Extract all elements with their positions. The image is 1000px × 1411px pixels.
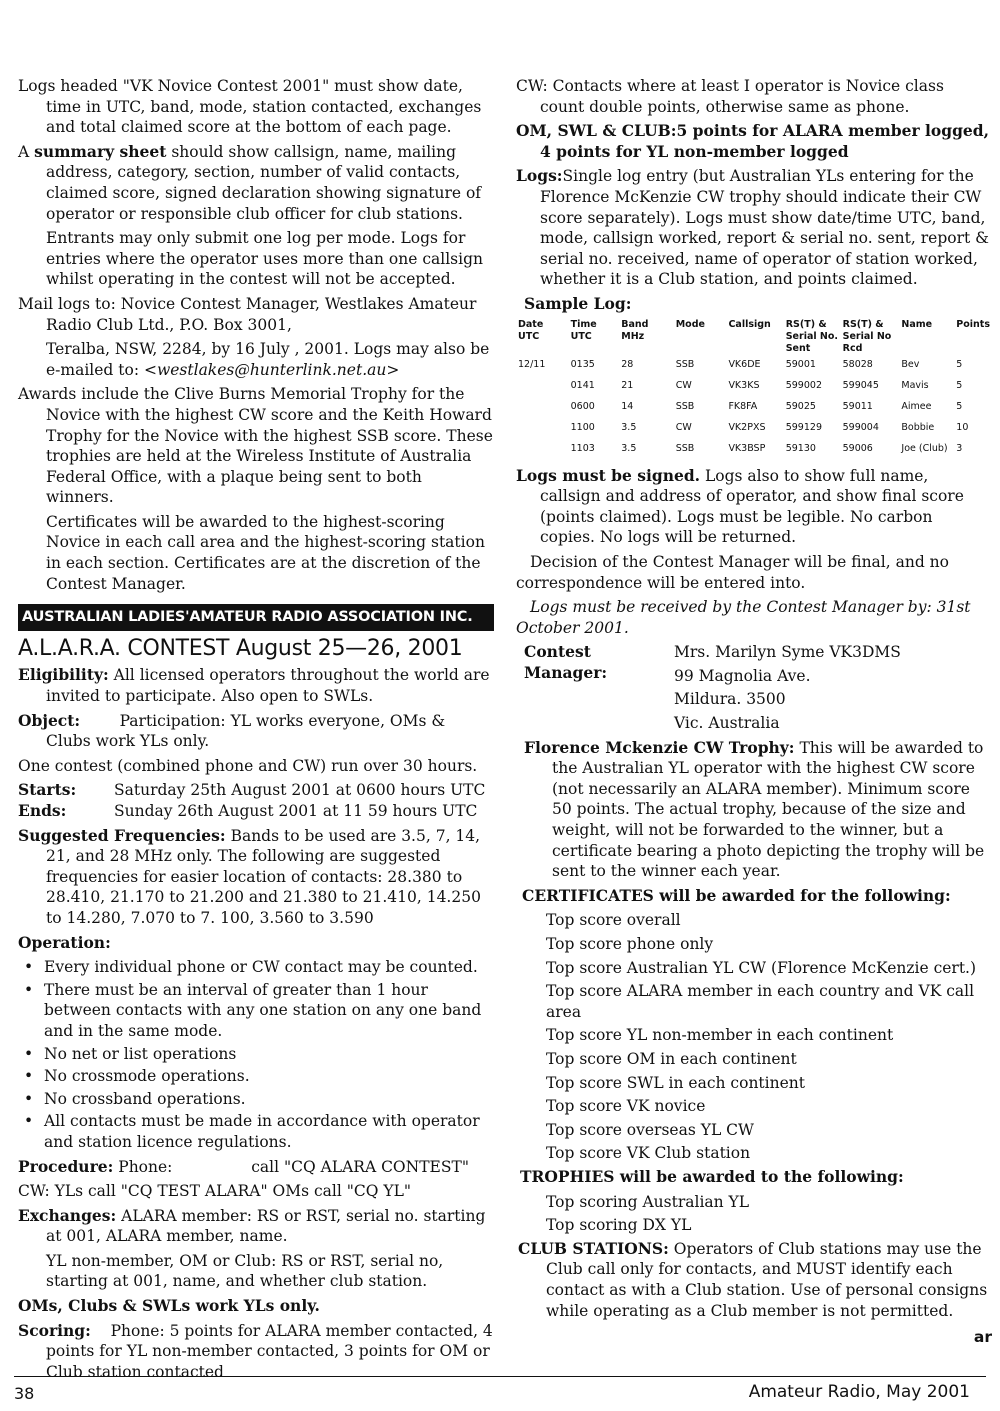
table-cell bbox=[516, 439, 569, 460]
florence-paragraph bbox=[524, 738, 992, 882]
certificates-heading-text: CERTIFICATES will be awarded for the following: bbox=[522, 885, 951, 905]
table-cell: Mavis bbox=[901, 379, 929, 391]
exchanges-paragraph bbox=[18, 1206, 494, 1247]
certificates-paragraph: Certificates will be awarded to the highest-scoring Novice in each call area and the highest-scoring station in each section. Certificates are at the discretion of the Contest Manager. bbox=[46, 512, 485, 593]
summary-rest: should show callsign, name, mailing address, category, section, number of valid contacts, claimed score, signed declaration showing signature of operator or responsible club officer for club stations. bbox=[46, 142, 482, 223]
table-cell: 599045 bbox=[842, 379, 879, 391]
address-line: Vic. Australia bbox=[674, 714, 780, 733]
table-cell: SSB bbox=[675, 442, 695, 454]
operation-label: Operation: bbox=[18, 932, 111, 952]
received-by-paragraph bbox=[516, 597, 992, 638]
column-header: RS(T) & Serial No Rcd bbox=[842, 318, 892, 354]
table-cell: 599129 bbox=[785, 421, 822, 433]
scoring-label: Scoring: bbox=[18, 1320, 91, 1340]
table-cell: 59006 bbox=[842, 442, 873, 454]
table-cell: VK6DE bbox=[728, 358, 761, 370]
operation-heading bbox=[18, 933, 494, 954]
table-cell: Joe (Club) bbox=[901, 442, 948, 454]
club-stations-paragraph bbox=[518, 1239, 992, 1321]
operation-list bbox=[18, 957, 494, 1152]
list-item: Top score overseas YL CW bbox=[546, 1120, 754, 1139]
om-swl-paragraph bbox=[516, 121, 992, 162]
object-text: Participation: YL works everyone, OMs & Clubs work YLs only. bbox=[46, 711, 446, 751]
table-cell: 5 bbox=[956, 358, 963, 370]
club-stations-text: Operators of Club stations may use the Club call only for contacts, and MUST identify each contact as with a Club station. Use of personal consigns while operating as a Club member is not permitted. bbox=[546, 1239, 988, 1320]
logs-paragraph: Logs headed "VK Novice Contest 2001" must show date, time in UTC, band, mode, station contacted, exchanges and total claimed score at the bottom of each page. bbox=[18, 77, 482, 137]
florence-text: This will be awarded to the Australian YL operator with the highest CW score (not necessarily an ALARA member). Minimum score 50 points. The actual trophy, because of the size and weight, will not be forwarded to the winner, but a certificate bearing a photo depicting the trophy will be sent to the winner each year. bbox=[552, 738, 985, 881]
list-item: Top score overall bbox=[546, 911, 681, 930]
contest-title: A.L.A.R.A. CONTEST August 25—26, 2001 bbox=[18, 635, 463, 661]
procedure-text: Phone: call "CQ ALARA CONTEST" bbox=[118, 1157, 469, 1176]
contest-manager-address bbox=[674, 642, 901, 737]
club-stations-label: CLUB STATIONS: bbox=[518, 1238, 669, 1258]
teralba-text: Teralba, NSW, 2284, by 16 July , 2001. Logs may also be e-mailed to: bbox=[46, 340, 490, 379]
table-cell: VK2PXS bbox=[728, 421, 766, 433]
eligibility-label: Eligibility: bbox=[18, 665, 109, 685]
exchanges2-paragraph: YL non-member, OM or Club: RS or RST, serial no, starting at 001, name, and whether club station. bbox=[46, 1251, 444, 1291]
mail-logs-paragraph: Mail logs to: Novice Contest Manager, Westlakes Amateur Radio Club Ltd., P.O. Box 3001, bbox=[18, 294, 477, 334]
list-item: • All contacts must be made in accordance with operator and station licence regulations. bbox=[18, 1111, 494, 1152]
cw-calls-line: CW: YLs call "CQ TEST ALARA" OMs call "CQ YL" bbox=[18, 1182, 412, 1201]
table-cell: VK3BSP bbox=[728, 442, 766, 454]
trophies-heading-text: TROPHIES will be awarded to the following: bbox=[520, 1166, 904, 1186]
table-cell bbox=[516, 376, 569, 397]
exchanges-label: Exchanges: bbox=[18, 1205, 117, 1225]
column-header: RS(T) & Serial No. Sent bbox=[785, 318, 839, 354]
starts-label: Starts: bbox=[18, 780, 77, 800]
list-item: Top scoring DX YL bbox=[546, 1216, 692, 1235]
column-header: Callsign bbox=[728, 318, 771, 330]
procedure-line bbox=[18, 1157, 494, 1178]
teralba-paragraph bbox=[18, 339, 494, 380]
oms-work-line bbox=[18, 1296, 494, 1317]
object-paragraph bbox=[18, 711, 494, 752]
table-row bbox=[516, 418, 992, 439]
summary-lead: A bbox=[18, 142, 35, 161]
logs-rules-paragraph bbox=[516, 166, 992, 290]
ends-text: Sunday 26th August 2001 at 11 59 hours UTC bbox=[114, 802, 478, 820]
ends-label: Ends: bbox=[18, 801, 67, 820]
list-item: Top score SWL in each continent bbox=[546, 1073, 805, 1092]
list-item: • No crossband operations. bbox=[18, 1089, 494, 1110]
entrants-paragraph: Entrants may only submit one log per mode. Logs for entries where the operator uses more than one callsign whilst operating in the contest will not be accepted. bbox=[46, 229, 483, 289]
column-header: Points bbox=[956, 318, 990, 330]
scoring-text: Phone: 5 points for ALARA member contacted, 4 points for YL non-member contacted, 3 points for OM or Club station contacted bbox=[46, 1321, 493, 1381]
table-row bbox=[516, 397, 992, 418]
summary-bold: summary sheet bbox=[34, 141, 167, 161]
table-row bbox=[516, 439, 992, 460]
cw-text: Contacts where at least I operator is Novice class count double points, otherwise same as phone. bbox=[540, 77, 944, 116]
table-cell: 12/11 bbox=[518, 358, 546, 370]
table-cell: 0135 bbox=[570, 358, 595, 370]
table-cell: 1100 bbox=[570, 421, 595, 433]
list-item: Top score VK novice bbox=[546, 1097, 706, 1116]
frequencies-label: Suggested Frequencies: bbox=[18, 825, 226, 845]
table-cell: Bev bbox=[901, 358, 920, 370]
oms-work-text: OMs, Clubs & SWLs work YLs only. bbox=[18, 1296, 320, 1316]
address-line: 99 Magnolia Ave. bbox=[674, 666, 811, 685]
sample-log-table bbox=[516, 319, 992, 460]
procedure-label: Procedure: bbox=[18, 1156, 114, 1176]
table-cell: 5 bbox=[956, 400, 963, 412]
list-item: Top score VK Club station bbox=[546, 1144, 751, 1163]
alara-banner: AUSTRALIAN LADIES'AMATEUR RADIO ASSOCIATION INC. bbox=[18, 604, 494, 631]
contest-manager-block bbox=[524, 642, 992, 737]
table-cell: 5 bbox=[956, 379, 963, 391]
table-cell: VK3KS bbox=[728, 379, 760, 391]
table-header-row bbox=[516, 319, 992, 355]
trophies-heading bbox=[520, 1167, 992, 1188]
table-cell: 59130 bbox=[785, 442, 816, 454]
list-item: Top score phone only bbox=[546, 935, 714, 953]
table-cell: 28 bbox=[621, 358, 634, 370]
eligibility-paragraph bbox=[18, 665, 494, 706]
table-row bbox=[516, 355, 992, 376]
frequencies-text: Bands to be used are 3.5, 7, 14, 21, and 28 MHz only. The following are suggested frequencies for easier location of contacts: 28.380 to 28.410, 21.170 to 21.200 and 21.380 to 21.410, 14.250 to 14.280, 7.070 to 7. 100, 3.560 to 3.590 bbox=[46, 826, 481, 927]
certificates-list bbox=[516, 910, 992, 1164]
ends-row bbox=[18, 801, 494, 822]
logs-text: Single log entry (but Australian YLs entering for the Florence McKenzie CW trophy should indicate their CW score separately). Logs must show date/time UTC, band, mode, callsign worked, report & serial no. sent, report & serial no. received, name of operator of station worked, whether it is a Club station, and points claimed. bbox=[540, 167, 989, 289]
table-cell: SSB bbox=[675, 400, 695, 412]
one-contest-line: One contest (combined phone and CW) run over 30 hours. bbox=[18, 756, 478, 775]
table-cell: Bobbie bbox=[901, 421, 935, 433]
starts-row bbox=[18, 780, 494, 801]
address-line: Mrs. Marilyn Syme VK3DMS bbox=[674, 643, 901, 662]
scoring-paragraph bbox=[18, 1321, 494, 1383]
summary-paragraph bbox=[18, 142, 494, 224]
footer-rule bbox=[14, 1376, 986, 1377]
exchanges-text: ALARA member: RS or RST, serial no. starting at 001, ALARA member, name. bbox=[46, 1206, 486, 1246]
email-link[interactable]: <westlakes@hunterlink.net.au> bbox=[144, 360, 400, 379]
table-cell: 3.5 bbox=[621, 421, 637, 433]
list-item: Top scoring Australian YL bbox=[546, 1192, 750, 1211]
table-cell bbox=[516, 397, 569, 418]
table-cell bbox=[516, 418, 569, 439]
table-cell: 3.5 bbox=[621, 442, 637, 454]
table-cell: 599004 bbox=[842, 421, 879, 433]
table-cell: 10 bbox=[956, 421, 969, 433]
om-swl-text: OM, SWL & CLUB:5 points for ALARA member logged, 4 points for YL non-member logged bbox=[516, 121, 990, 161]
table-cell: 58028 bbox=[842, 358, 873, 370]
signed-paragraph bbox=[516, 466, 992, 548]
logs-label: Logs: bbox=[516, 166, 563, 186]
table-cell: 59001 bbox=[785, 358, 816, 370]
table-cell: Aimee bbox=[901, 400, 932, 412]
list-item: • There must be an interval of greater than 1 hour between contacts with any one station on any one band and in the same mode. bbox=[18, 980, 494, 1042]
object-label: Object: bbox=[18, 710, 81, 730]
magazine-footer: Amateur Radio, May 2001 bbox=[748, 1382, 970, 1402]
column-header: Mode bbox=[675, 318, 705, 330]
column-header: Name bbox=[901, 318, 933, 330]
contest-manager-label: Contest Manager: bbox=[524, 642, 608, 682]
address-line: Mildura. 3500 bbox=[674, 690, 786, 709]
list-item: Top score OM in each continent bbox=[546, 1049, 797, 1068]
certificates-heading bbox=[522, 886, 992, 907]
column-header: Time UTC bbox=[570, 318, 597, 342]
table-cell: CW bbox=[675, 379, 692, 391]
signed-bold: Logs must be signed. bbox=[516, 465, 701, 485]
table-cell: CW bbox=[675, 421, 692, 433]
list-item: • No crossmode operations. bbox=[18, 1066, 494, 1087]
left-column bbox=[18, 76, 494, 1386]
starts-text: Saturday 25th August 2001 at 0600 hours UTC bbox=[114, 781, 486, 800]
table-cell: SSB bbox=[675, 358, 695, 370]
awards-paragraph: Awards include the Clive Burns Memorial Trophy for the Novice with the highest CW score and the Keith Howard Trophy for the Novice with the highest SSB score. These trophies are held at the Wireless Institute of Australia Federal Office, with a plaque being sent to both winners. bbox=[18, 385, 493, 507]
cw-paragraph bbox=[516, 76, 992, 117]
table-cell: 59025 bbox=[785, 400, 816, 412]
received-by-text: Logs must be received by the Contest Manager by: 31st October 2001. bbox=[516, 598, 971, 637]
eligibility-text: All licensed operators throughout the world are invited to participate. Also open to SWLs. bbox=[46, 666, 490, 706]
table-row bbox=[516, 376, 992, 397]
table-cell: 59011 bbox=[842, 400, 873, 412]
table-cell: 0141 bbox=[570, 379, 595, 391]
sample-log-heading bbox=[524, 294, 992, 315]
table-cell: 0600 bbox=[570, 400, 595, 412]
column-header: Band MHz bbox=[621, 318, 649, 342]
list-item: • No net or list operations bbox=[18, 1044, 494, 1065]
list-item: Top score ALARA member in each country and VK call area bbox=[546, 982, 975, 1021]
list-item: • Every individual phone or CW contact may be counted. bbox=[18, 957, 494, 978]
page-number: 38 bbox=[14, 1384, 35, 1403]
list-item: Top score YL non-member in each continent bbox=[546, 1026, 894, 1045]
frequencies-paragraph bbox=[18, 826, 494, 929]
signed-rest: Logs also to show full name, callsign and address of operator, and show final score (points claimed). Logs must be legible. No carbon copies. No logs will be returned. bbox=[540, 466, 964, 547]
table-cell: FK8FA bbox=[728, 400, 758, 412]
decision-paragraph: Decision of the Contest Manager will be final, and no correspondence will be entered into. bbox=[516, 552, 949, 592]
column-header: Date UTC bbox=[518, 318, 544, 342]
cw-label: CW: bbox=[516, 77, 548, 95]
florence-label: Florence Mckenzie CW Trophy: bbox=[524, 737, 795, 757]
table-cell: 21 bbox=[621, 379, 634, 391]
list-item: Top score Australian YL CW (Florence McKenzie cert.) bbox=[546, 958, 977, 977]
table-cell: 599002 bbox=[785, 379, 822, 391]
trophies-list bbox=[516, 1192, 992, 1236]
end-mark: ar bbox=[973, 1328, 992, 1347]
right-column bbox=[516, 76, 992, 1348]
table-cell: 3 bbox=[956, 442, 963, 454]
table-cell: 14 bbox=[621, 400, 634, 412]
sample-log-label: Sample Log: bbox=[524, 293, 632, 313]
table-cell: 1103 bbox=[570, 442, 595, 454]
